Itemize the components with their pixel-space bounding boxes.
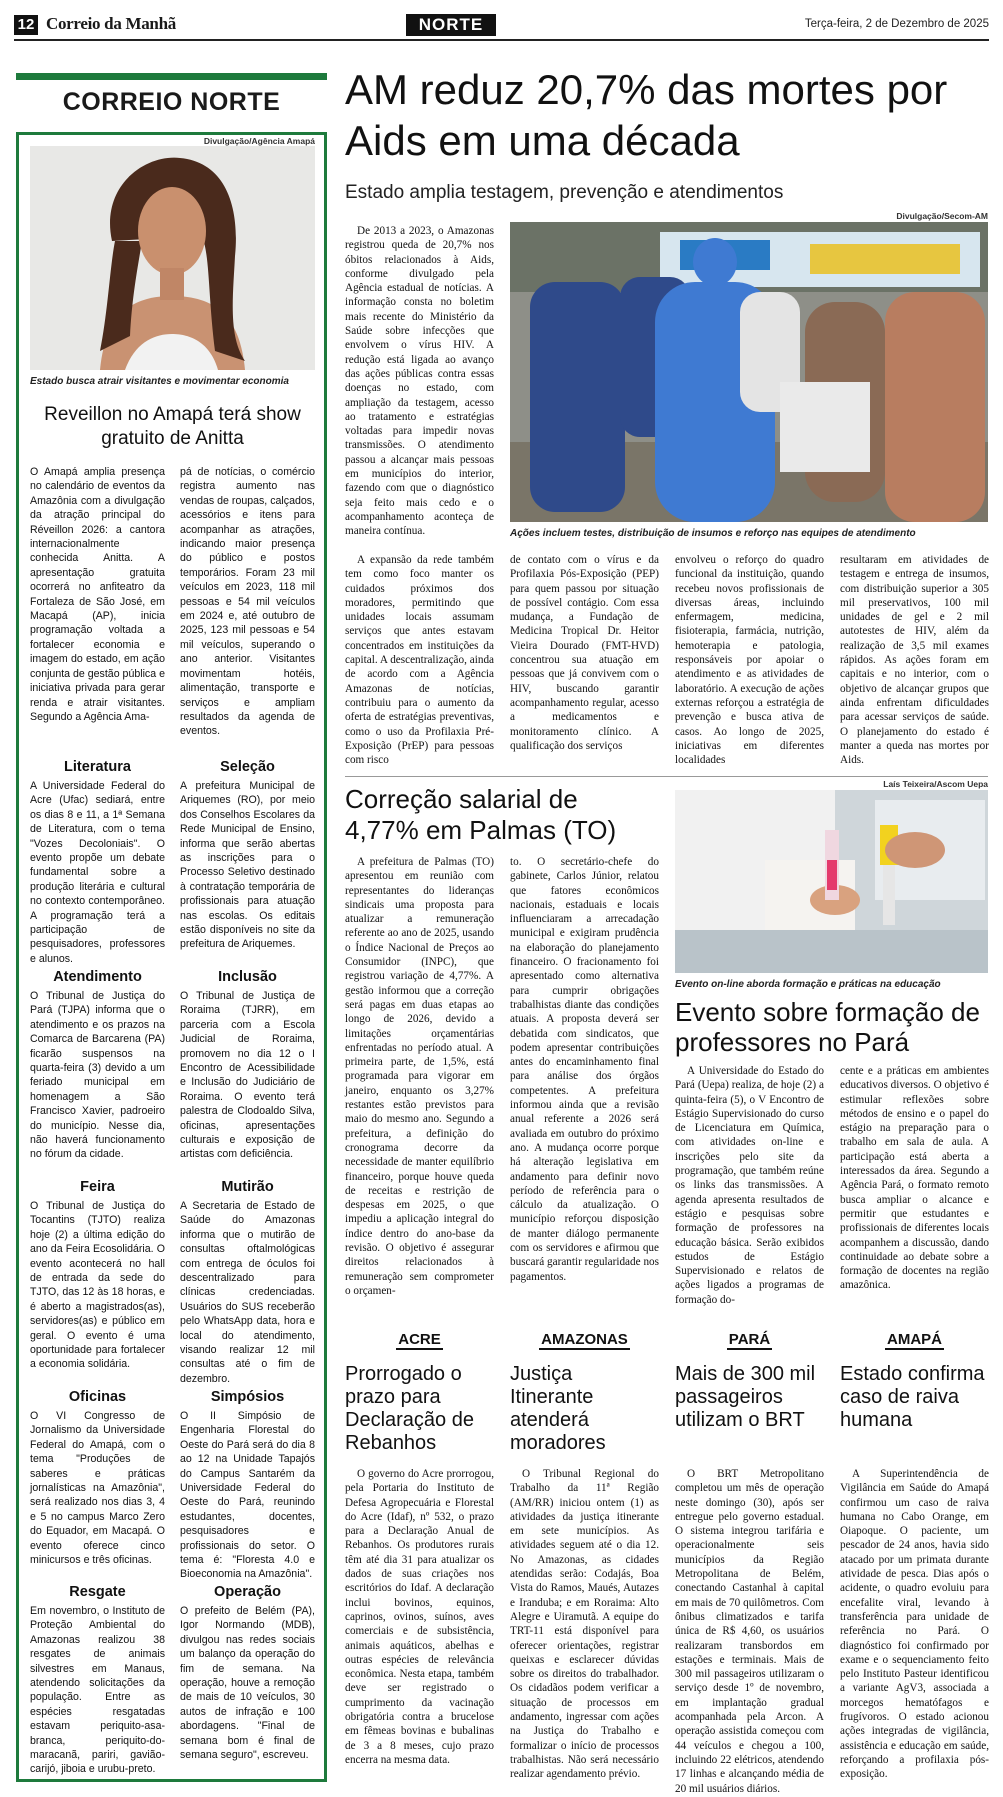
note-text: O Tribunal de Justiça do Tocantins (TJTO) realiza hoje (2) a última edição do ano da Feira Ecosolidária. O evento acontecerá no hall de entrada da sede do TJTO, das 12 às 18 horas, e é aberto a magistrados(as), servidores(as) e público em geral. O evento é uma oportunidade para fortalecer a economia solidária. <box>30 1200 165 1371</box>
main-col1-top: De 2013 a 2023, o Amazonas registrou queda de 20,7% nos óbitos relacionados à Aids, conforme divulgado pela Agência estadual de notícias. A informação consta no boletim mais recente do Ministério da Saúde sobre infecções que envolvem o vírus HIV. A redução está ligada ao avanço das ações públicas contra essas doenças no estado, com ampliação da testagem, acesso ao tratamento e estratégias voltadas para impedir novas transmissões. O atendimento passou a alcançar mais pessoas em municípios do interior, fazendo com que o diagnóstico seja feito mais cedo e o acompanhamento aconteça de maneira contínua. <box>345 225 494 538</box>
section-rule <box>345 776 988 777</box>
section-tag: NORTE <box>406 14 496 36</box>
note-title: Feira <box>80 1179 115 1195</box>
note-text: O Tribunal de Justiça do Pará (TJPA) informa que o atendimento e os prazos na Comarca de Barcarena (PA) ficarão suspensos na quarta-feira (3) devido a um feriado municipal em homenagem a São Francisco Xavier, padroeiro do município. Nesse dia, não haverá funcionamento no fórum da cidade. <box>30 990 165 1161</box>
region-text: O Tribunal Regional do Trabalho da 11ª Região (AM/RR) iniciou ontem (1) as atividades da justiça itinerante em sete municípios. As atividades seguem até o dia 12. No Amazonas, as cidades atendidas serão: Codajás, Boa Vista do Ramos, Maués, Autazes e Iranduba; e em Roraima: Alto Alegre e Uiramutã. A equipe do TRT-11 está disponível para oferecer orientações, registrar queixas e esclarecer dúvidas sobre os direitos do trabalhador. Os cidadãos podem verificar a situação de processos em andamento, ingressar com ações na Justiça do Trabalho e formalizar o início de processos trabalhistas. Não será necessário realizar agendamento prévio. <box>510 1468 659 1781</box>
event-photo <box>675 790 988 973</box>
note-text: O prefeito de Belém (PA), Igor Normando (MDB), divulgou nas redes sociais um balanço da operação do fim de semana. Na operação, houve a remoção de mais de 10 veículos, 30 autos de infração e 100 abordagens. "Final de semana bom é final de semana seguro", escreveu. <box>180 1605 315 1762</box>
main-col2: de contato com o vírus e da Profilaxia Pós-Exposição (PEP) para quem passou por situação de possível contágio. Com essa mudança, a Fundação de Medicina Tropical Dr. Heitor Vieira Dourado (FMT-HVD) concentrou sua atuação em pessoas que já convivem com o HIV, buscando garantir acompanhamento regular, acesso a medicamentos e monitoramento clínico. A qualificação dos serviços <box>510 554 659 752</box>
region-text: O governo do Acre prorrogou, pela Portaria do Instituto de Defesa Agropecuária e Florestal do Acre (Idaf), nº 532, o prazo para a Declaração Anual de Rebanhos. Os produtores rurais têm até dia 31 para atualizar os dados de suas criações nos escritórios do Idaf. A declaração inclui bovinos, equinos, caprinos, ovinos, suínos, aves comerciais e de subsistência, animais aquáticos, abelhas e outras espécies de relevância econômica. Nesta etapa, também deve ser registrado o cumprimento da vacinação obrigatória contra a brucelose em fêmeas bovinas e bubalinas de 3 a 8 meses, cujo prazo encerra na mesma data. <box>345 1468 494 1766</box>
palmas-col1: A prefeitura de Palmas (TO) apresentou em reunião com representantes do lideranças sindicais uma proposta para atualizar a remuneração referente ao ano de 2025, usando o Índice Nacional de Preços ao Consumidor (INPC), que registrou variação de 4,77%. A gestão informou que a correção será pagas em duas etapas ao longo de 2026, devido a limitações orçamentárias enfrentadas no período atual. A primeira parte, de 1,5%, está programada para vigorar em janeiro, enquanto os 3,27% restantes estão previstos para maio do mesmo ano. Segundo a prefeitura, a definição do cronograma decorre da necessidade de manter equilíbrio financeiro, porque houve queda de receitas e restrição de despesas em 2025, o que impediu a aplicação integral do índice dentro do ano-base da revisão. O objetivo é assegurar direitos relacionados à remuneração sem comprometer o orçamen- <box>345 856 494 1297</box>
region-label: PARÁ <box>728 1331 771 1348</box>
note-text: Em novembro, o Instituto de Proteção Ambiental do Amazonas realizou 38 resgates de animais silvestres em Manaus, atendendo solicitações da população. Entre as espécies resgatadas estavam periquito-asa-branca, periquito-do-maracanã, pariri, gavião-carijó, jiboia e urubu-preto. <box>30 1605 165 1776</box>
note-title: Oficinas <box>68 1389 127 1405</box>
main-col1-bottom: A expansão da rede também tem como foco manter os cuidados próximos dos moradores, permitindo que unidades locais assumam serviços que antes estavam concentrados em instituições da capital. A descentralização, ainda de acordo com a Agência Amazonas de notícias, contribuiu para o aumento da oferta de estratégias preventivas, como o uso da Profilaxia Pré-Exposição (PrEP) para pessoas com risco <box>345 554 494 767</box>
sidebar-intro-right: pá de notícias, o comércio registra aumento nas vendas de roupas, calçados, acessórios e itens para acompanhar as atrações, indicando maior presença do público e postos temporários. Foram 23 mil veículos em 2023, 118 mil pessoas e 54 mil veículos em 2024 e, até outubro de 2025, 123 mil pessoas e 54 mil veículos, superando o ano anterior. Visitantes movimentam hotéis, alimentação, transporte e serviços e ampliam resultados da agenda de eventos. <box>180 466 315 738</box>
sidebar-title: CORREIO NORTE <box>62 88 281 116</box>
main-headline: AM reduz 20,7% das mortes por Aids em uma década <box>345 66 948 164</box>
note-text: A Universidade Federal do Acre (Ufac) sediará, entre os dias 8 e 11, a 1ª Semana de Literatura, com o tema "Vozes Decoloniais". O evento propõe um debate fundamental sobre a produção literária e cultural no contexto contemporâneo. A programação terá a participação de pesquisadores, professores e alunos. <box>30 780 165 965</box>
region-headline: Justiça Itinerante atenderá moradores <box>510 1363 606 1454</box>
event-photo-caption: Evento on-line aborda formação e práticas na educação <box>675 979 941 990</box>
event-col2: cente e a práticas em ambientes educativos diversos. O objetivo é estimular reflexões sobre métodos de ensino e o papel do estágio na preparação para o trabalho em sala de aula. A participação está aberta a interessados da área. Segundo a Agência Pará, o formato remoto busca ampliar o alcance e permitir que estudantes e profissionais de diferentes locais acompanhem a discussão, dando continuidade ao debate sobre a formação de docentes na região amazônica. <box>840 1065 989 1292</box>
event-headline: Evento sobre formação de professores no Pará <box>675 997 980 1057</box>
sidebar-photo-credit: Divulgação/Agência Amapá <box>203 136 315 146</box>
note-title: Simpósios <box>210 1389 285 1405</box>
main-col4: resultaram em atividades de testagem e entrega de insumos, com distribuição superior a 305 mil preservativos, 100 mil unidades de gel e 2 mil autotestes de HIV, além da realização de 3,5 mil exames rápidos. As ações foram em capitais e no interior, com o objetivo de alcançar grupos que ainda enfrentam dificuldades para acessar serviços de saúde. O planejamento do estado é manter a queda nas mortes por Aids. <box>840 554 989 767</box>
sidebar-intro-left: O Amapá amplia presença no calendário de eventos da Amazônia com a divulgação da atração principal do Réveillon 2026: a cantora internacionalmente conhecida Anitta. A apresentação gratuita ocorrerá no anfiteatro da Fortaleza de São José, em Macapá (AP), inicia programação voltada a fortalecer economia e imagem do estado, em ação conjunta de gestão pública e iniciativa privada para gerar renda e atrair visitantes. Segundo a Agência Ama- <box>30 466 165 723</box>
region-text: A Superintendência de Vigilância em Saúde do Amapá confirmou um caso de raiva humana no Cabo Orange, em Oiapoque. O paciente, um pescador de 24 anos, havia sido atacado por um primata durante atividade de pesca. Dias após o acidente, o quadro evoluiu para encefalite viral, levando à transferência para unidade de referência no Pará. O diagnóstico foi confirmado por exame e o sequenciamento feito pelo Instituto Pasteur identificou a variante AgV3, associada a morcegos hematófagos e frugívoros. O estado acionou ações integradas de vigilância, assistência e educação em saúde, reforçando a profilaxia pós-exposição. <box>840 1468 989 1781</box>
region-label: AMAZONAS <box>541 1331 628 1348</box>
region-headline: Estado confirma caso de raiva humana <box>840 1363 985 1431</box>
main-photo <box>510 222 988 522</box>
sidebar-photo-caption: Estado busca atrair visitantes e movimentar economia <box>30 376 289 387</box>
note-text: O II Simpósio de Engenharia Florestal do Oeste do Pará será do dia 8 ao 12 na Unidade Tapajós do Campus Santarém da Universidade Federal do Oeste do Pará, reunindo estudantes, docentes, pesquisadores e profissionais do setor. O tema é: "Floresta 4.0 e Bioeconomia na Amazônia". <box>180 1410 315 1581</box>
anitta-photo <box>30 146 315 370</box>
main-photo-caption: Ações incluem testes, distribuição de insumos e reforço nas equipes de atendimento <box>510 528 916 539</box>
masthead-rule <box>14 39 989 41</box>
newspaper-name: Correio da Manhã <box>46 14 176 33</box>
palmas-col2: to. O secretário-chefe do gabinete, Carlos Júnior, relatou que fatores econômicos nacionais, estaduais e locais influenciaram a arrecadação municipal e exigiram prudência na elaboração do planejamento financeiro. O fracionamento foi apresentado como alternativa para cumprir obrigações trabalhistas diante das condições atuais. A proposta deverá ser debatida com sindicatos, que podem apresentar contribuições antes do encaminhamento final para análise dos órgãos competentes. A prefeitura informou ainda que a revisão anual referente a 2026 será avaliada em outubro do próximo ano. A mudança ocorre porque há alteração legislativa em andamento para definir novo período de referência para o cálculo da atualização. O município reforçou disposição de manter diálogo permanente com os servidores e afirmou que buscará garantir regularidade nos pagamentos. <box>510 856 659 1283</box>
note-text: O Tribunal de Justiça de Roraima (TJRR), em parceria com a Escola Judicial de Roraima, promovem no dia 12 o I Encontro de Acessibilidade e Inclusão do Judiciário de Roraima. O evento terá palestra de Clodoaldo Silva, oficinas, apresentações culturais e exposição de artistas com deficiência. <box>180 990 315 1161</box>
masthead <box>14 12 989 38</box>
event-photo-credit: Laís Teixeira/Ascom Uepa <box>883 779 988 789</box>
region-text: O BRT Metropolitano completou um mês de operação neste domingo (30), após ser entregue pelo governo estadual. O sistema integrou tarifária e operacionalmente seis municípios da Região Metropolitana de Belém, conectando Castanhal à capital em mais de 70 quilômetros. Com ônibus climatizados e tarifa única de R$ 4,60, os usuários realizaram transbordos em estações e terminais. Mais de 300 mil passageiros utilizaram o serviço desde 1º de novembro, em implantação gradual acompanhada pela Arcon. A operação assistida começou com 44 veículos e chegou a 100, incluindo 22 elétricos, atendendo 17 linhas e alcançando média de 20 mil usuários diários. <box>675 1468 824 1795</box>
note-title: Atendimento <box>53 969 142 985</box>
region-label: ACRE <box>398 1331 441 1348</box>
sidebar-headline: Reveillon no Amapá terá show gratuito de Anitta <box>44 404 301 449</box>
note-title: Mutirão <box>221 1179 274 1195</box>
note-title: Resgate <box>69 1584 126 1600</box>
note-title: Inclusão <box>218 969 277 985</box>
region-headline: Prorrogado o prazo para Declaração de Rebanhos <box>345 1363 474 1454</box>
event-col1: A Universidade do Estado do Pará (Uepa) realiza, de hoje (2) a quinta-feira (5), o V Encontro de Estágio Supervisionado do curso de Licenciatura em Química, com atividades on-line e inscrições pelo site da programação, que também reúne os links das transmissões. A agenda apresenta resultados de estágio e pesquisas sobre formação de professores na educação básica. Serão exibidos estudos de Estágio Supervisionado e relatos de ações ligados a programas de formação do- <box>675 1065 824 1306</box>
issue-date: Terça-feira, 2 de Dezembro de 2025 <box>804 18 989 30</box>
note-text: A Secretaria de Estado de Saúde do Amazonas informa que o mutirão de consultas oftalmológicas com entrega de óculos foi descentralizado para clínicas credenciadas. Usuários do SUS receberão pelo WhatsApp data, hora e local do atendimento, visando realizar 12 mil consultas até o fim de dezembro. <box>180 1200 315 1385</box>
main-subheadline: Estado amplia testagem, prevenção e atendimentos <box>345 182 784 203</box>
note-text: A prefeitura Municipal de Ariquemes (RO), por meio dos Conselhos Escolares da Rede Municipal de Ensino, informa que serão abertas as inscrições para o Processo Seletivo destinado à contratação temporária de profissionais para atuação nas escolas. Os editais estão disponíveis no site da prefeitura de Ariquemes. <box>180 780 315 951</box>
note-text: O VI Congresso de Jornalismo da Universidade Federal do Amapá, com o tema "Produções de saberes e práticas jornalísticas na Amazônia", será realizado nos dias 3, 4 e 5 no campus Marco Zero do Equador, em Macapá. O evento oferece cinco minicursos e três oficinas. <box>30 1410 165 1567</box>
page-number: 12 <box>14 15 38 35</box>
region-label: AMAPÁ <box>887 1331 942 1348</box>
sidebar-top-bar <box>16 73 327 80</box>
palmas-headline: Correção salarial de 4,77% em Palmas (TO) <box>345 784 617 845</box>
region-headline: Mais de 300 mil passageiros utilizam o BRT <box>675 1363 816 1431</box>
main-col3: envolveu o reforço do quadro funcional da instituição, quando recebeu novos profissionais de diversas áreas, incluindo enfermagem, medicina, fisioterapia, farmácia, nutrição, hemoterapia e patologia, responsáveis por apoiar o atendimento e as atividades de laboratório. A execução de ações externas reforçou a estratégia de prevenção e busca ativa de casos. Ao longo de 2025, iniciativas em diferentes localidades <box>675 554 824 767</box>
note-title: Operação <box>214 1584 281 1600</box>
main-photo-credit: Divulgação/Secom-AM <box>896 211 988 221</box>
note-title: Literatura <box>64 759 131 775</box>
note-title: Seleção <box>220 759 275 775</box>
